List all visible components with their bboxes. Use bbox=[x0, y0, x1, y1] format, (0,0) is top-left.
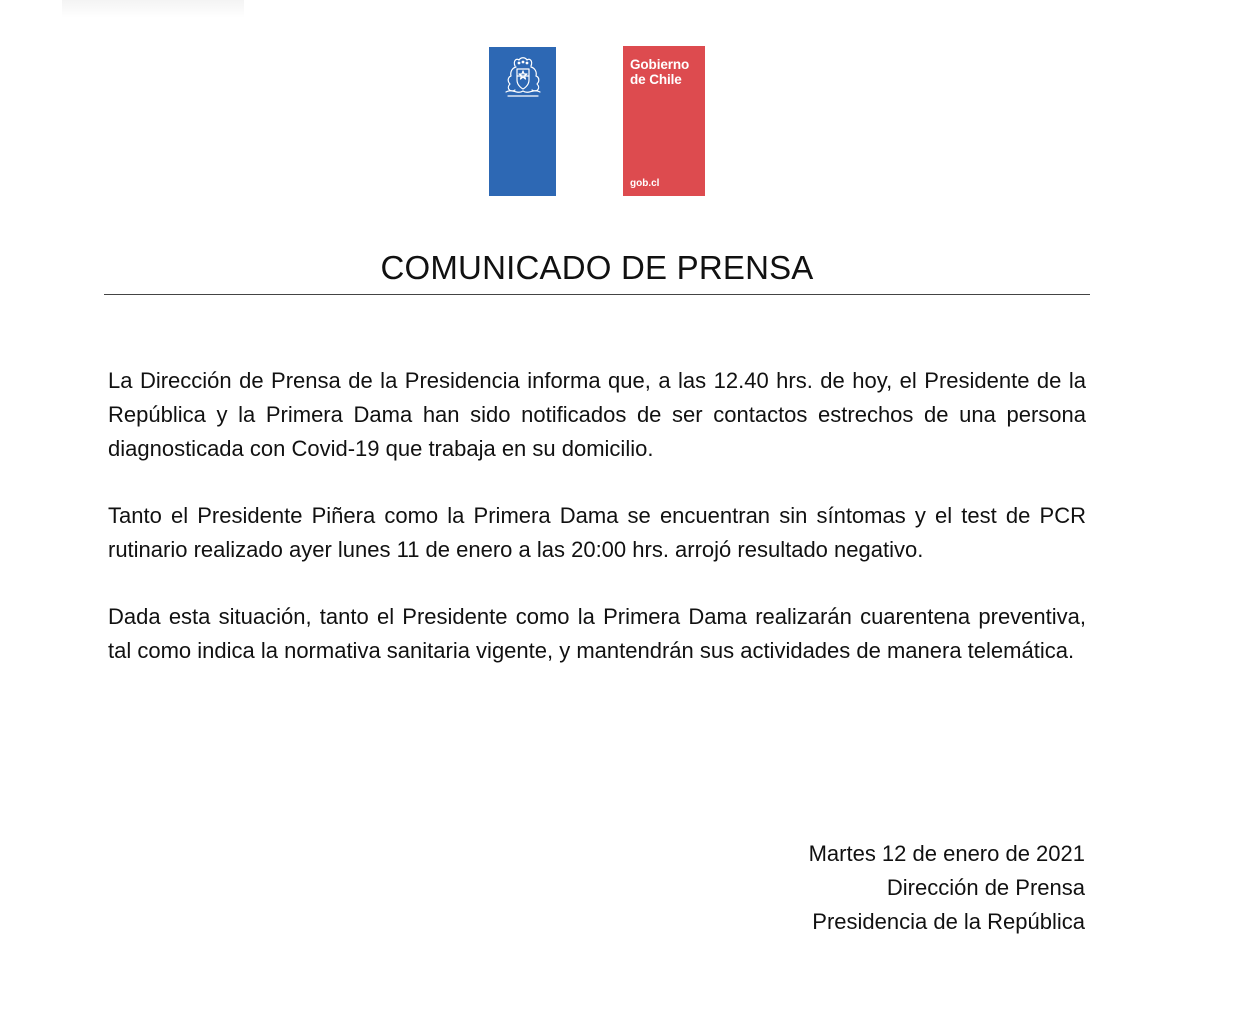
document-title: COMUNICADO DE PRENSA bbox=[380, 249, 814, 286]
signature-date: Martes 12 de enero de 2021 bbox=[808, 841, 1085, 866]
government-domain-text: gob.cl bbox=[630, 178, 660, 189]
press-release-body bbox=[108, 364, 1086, 701]
paragraph-3: Dada esta situación, tanto el Presidente como la Primera Dama realizarán cuarentena preventiva, tal como indica la normativa sanitaria vigente, y mantendrán sus actividades de manera telemática. bbox=[108, 604, 1086, 663]
signature-organization: Presidencia de la República bbox=[812, 909, 1085, 934]
signature-block bbox=[565, 837, 1085, 939]
chile-coat-of-arms-logo bbox=[489, 47, 556, 196]
gobierno-de-chile-logo bbox=[623, 46, 705, 196]
paragraph-2: Tanto el Presidente Piñera como la Primera Dama se encuentran sin síntomas y el test de PCR rutinario realizado ayer lunes 11 de enero a las 20:00 hrs. arrojó resultado negativo. bbox=[108, 503, 1086, 562]
signature-department: Dirección de Prensa bbox=[886, 875, 1085, 900]
paragraph-1: La Dirección de Prensa de la Presidencia informa que, a las 12.40 hrs. de hoy, el Presidente de la República y la Primera Dama han sido notificados de ser contactos estrechos de una persona diagnosticada con Covid-19 que trabaja en su domicilio. bbox=[108, 368, 1086, 461]
title-divider bbox=[104, 294, 1090, 295]
government-brand-text: Gobierno de Chile bbox=[630, 57, 690, 87]
top-scan-shadow bbox=[62, 0, 244, 18]
coat-of-arms-icon bbox=[497, 55, 549, 100]
